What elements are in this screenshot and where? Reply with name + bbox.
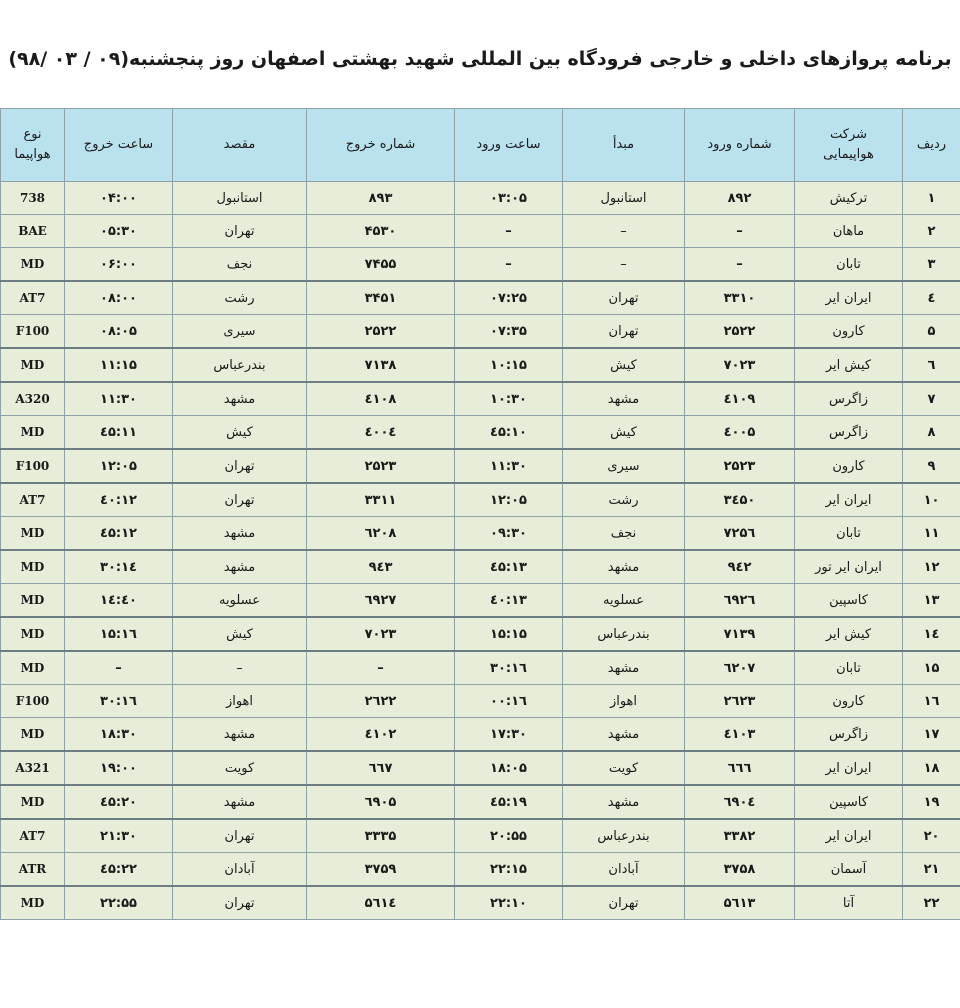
airline-cell: کیش ایر [795,348,903,382]
airline-cell: آتا [795,886,903,920]
departure-time-cell: ۰۴:۰۰ [65,182,173,215]
arrival-number-cell: ۹٤۲ [685,550,795,584]
origin-cell: مشهد [563,785,685,819]
row-number-cell: ۵ [903,315,960,349]
arrival-time-cell: ۰۹:۳۰ [455,517,563,551]
row-number-cell: ۸ [903,416,960,450]
arrival-number-cell: ۳۳۱۰ [685,281,795,315]
arrival-time-cell: ۱۳:٤۰ [455,584,563,618]
destination-cell: رشت [173,281,307,315]
departure-number-cell: ۹٤۳ [307,550,455,584]
destination-cell: مشهد [173,550,307,584]
row-number-cell: ۱٤ [903,617,960,651]
arrival-number-cell: – [685,248,795,282]
header-airline: شرکت هواپیمایی [795,109,903,182]
airline-cell: زاگرس [795,416,903,450]
departure-time-cell: ۱٦:۳۰ [65,685,173,718]
origin-cell: کیش [563,348,685,382]
origin-cell: نجف [563,517,685,551]
departure-time-cell: ۲۲:٤۵ [65,853,173,887]
departure-number-cell: ۲۵۲۳ [307,449,455,483]
aircraft-type-cell: MD [1,785,65,819]
destination-cell: تهران [173,215,307,248]
arrival-number-cell: ٦۲۰۷ [685,651,795,685]
destination-cell: مشهد [173,785,307,819]
origin-cell: بندرعباس [563,819,685,853]
arrival-number-cell: ۲٦۲۳ [685,685,795,718]
arrival-time-cell: ۰۷:۳۵ [455,315,563,349]
arrival-time-cell: ۱۰:۱۵ [455,348,563,382]
destination-cell: – [173,651,307,685]
destination-cell: تهران [173,819,307,853]
origin-cell: – [563,215,685,248]
airline-cell: ایران ایر [795,751,903,785]
aircraft-type-cell: BAE [1,215,65,248]
header-arrival-time: ساعت ورود [455,109,563,182]
row-number-cell: ۲ [903,215,960,248]
table-row [1,449,960,483]
aircraft-type-cell: MD [1,651,65,685]
airline-cell: کارون [795,315,903,349]
row-number-cell: ۱۱ [903,517,960,551]
table-row [1,315,960,349]
destination-cell: سیری [173,315,307,349]
origin-cell: سیری [563,449,685,483]
row-number-cell: ٦ [903,348,960,382]
aircraft-type-cell: A321 [1,751,65,785]
origin-cell: مشهد [563,382,685,416]
departure-time-cell: ۲۰:٤۵ [65,785,173,819]
arrival-time-cell: ۱٦:۳۰ [455,651,563,685]
departure-time-cell: ۱۲:٤۵ [65,517,173,551]
airline-cell: ترکیش [795,182,903,215]
airline-cell: زاگرس [795,382,903,416]
airline-cell: زاگرس [795,718,903,752]
destination-cell: اهواز [173,685,307,718]
arrival-number-cell: – [685,215,795,248]
table-row [1,416,960,450]
origin-cell: بندرعباس [563,617,685,651]
airline-cell: کیش ایر [795,617,903,651]
destination-cell: استانبول [173,182,307,215]
row-number-cell: ۱۰ [903,483,960,517]
destination-cell: تهران [173,483,307,517]
origin-cell: رشت [563,483,685,517]
destination-cell: مشهد [173,517,307,551]
origin-cell: – [563,248,685,282]
arrival-number-cell: ۳۳۸۲ [685,819,795,853]
row-number-cell: ۲۲ [903,886,960,920]
row-number-cell: ۱۹ [903,785,960,819]
arrival-time-cell: ۱۰:٤۵ [455,416,563,450]
departure-time-cell: ۰۶:۰۰ [65,248,173,282]
row-number-cell: ۲۱ [903,853,960,887]
destination-cell: بندرعباس [173,348,307,382]
airline-cell: کارون [795,685,903,718]
departure-number-cell: ۵٦۱٤ [307,886,455,920]
origin-cell: تهران [563,886,685,920]
table-row [1,718,960,752]
arrival-time-cell: ۱٦:۰۰ [455,685,563,718]
page-title: برنامه پروازهای داخلی و خارجی فرودگاه بین المللی شهید بهشتی اصفهان روز پنجشنبه(۰۹ / ۰۳ /۹۸) [8,48,952,70]
departure-number-cell: ٤۱۰۸ [307,382,455,416]
departure-time-cell: ۱۱:٤۵ [65,416,173,450]
header-departure-time: ساعت خروج [65,109,173,182]
arrival-time-cell: ۲۲:۱۰ [455,886,563,920]
header-departure-number: شماره خروج [307,109,455,182]
departure-number-cell: ٦٦۷ [307,751,455,785]
departure-time-cell: ۱۹:۰۰ [65,751,173,785]
header-destination: مقصد [173,109,307,182]
arrival-time-cell: ۱۳:٤۵ [455,550,563,584]
departure-number-cell: ۲٦۲۲ [307,685,455,718]
departure-time-cell: ۲۱:۳۰ [65,819,173,853]
departure-number-cell: ۸۹۳ [307,182,455,215]
airline-cell: ایران ایر [795,819,903,853]
departure-time-cell: ۱٤:٤۰ [65,584,173,618]
table-row [1,215,960,248]
departure-time-cell: ۱۲:۰۵ [65,449,173,483]
departure-number-cell: ٦۹۲۷ [307,584,455,618]
departure-number-cell: ۳۳۳۵ [307,819,455,853]
arrival-number-cell: ۳٤۵۰ [685,483,795,517]
airline-cell: ایران ایر [795,281,903,315]
aircraft-type-cell: MD [1,584,65,618]
departure-number-cell: ۷۰۲۳ [307,617,455,651]
departure-number-cell: ۳۳۱۱ [307,483,455,517]
row-number-cell: ۱۷ [903,718,960,752]
arrival-number-cell: ۳۷۵۸ [685,853,795,887]
arrival-time-cell: ۱۹:٤۵ [455,785,563,819]
destination-cell: تهران [173,449,307,483]
row-number-cell: ۱ [903,182,960,215]
origin-cell: تهران [563,281,685,315]
aircraft-type-cell: 738 [1,182,65,215]
arrival-number-cell: ۵٦۱۳ [685,886,795,920]
table-row [1,248,960,282]
origin-cell: عسلویه [563,584,685,618]
destination-cell: نجف [173,248,307,282]
arrival-time-cell: ۱۸:۰۵ [455,751,563,785]
arrival-number-cell: ۲۵۲۲ [685,315,795,349]
arrival-number-cell: ٤۱۰۹ [685,382,795,416]
departure-number-cell: – [307,651,455,685]
arrival-number-cell: ۷۱۳۹ [685,617,795,651]
row-number-cell: ۱۲ [903,550,960,584]
aircraft-type-cell: MD [1,517,65,551]
departure-time-cell: ۲۲:۵۵ [65,886,173,920]
table-row [1,281,960,315]
row-number-cell: ۱۳ [903,584,960,618]
row-number-cell: ۳ [903,248,960,282]
table-row [1,584,960,618]
departure-number-cell: ۷۱۳۸ [307,348,455,382]
aircraft-type-cell: AT7 [1,483,65,517]
departure-number-cell: ۴۵۳۰ [307,215,455,248]
aircraft-type-cell: MD [1,550,65,584]
airline-cell: آسمان [795,853,903,887]
aircraft-type-cell: ATR [1,853,65,887]
arrival-number-cell: ٤۱۰۳ [685,718,795,752]
aircraft-type-cell: F100 [1,449,65,483]
arrival-number-cell: ۸۹۲ [685,182,795,215]
airline-cell: کاسپین [795,785,903,819]
destination-cell: کیش [173,617,307,651]
aircraft-type-cell: F100 [1,685,65,718]
table-row [1,483,960,517]
departure-time-cell: ۱۸:۳۰ [65,718,173,752]
arrival-time-cell: ۰۳:۰۵ [455,182,563,215]
arrival-time-cell: ۱۷:۳۰ [455,718,563,752]
arrival-time-cell: ۲۰:۵۵ [455,819,563,853]
arrival-time-cell: ۰۷:۲۵ [455,281,563,315]
row-number-cell: ۱۵ [903,651,960,685]
table-header-row [1,109,960,182]
table-row [1,751,960,785]
departure-time-cell: ۰۸:۰۵ [65,315,173,349]
airline-cell: تابان [795,651,903,685]
departure-number-cell: ٤۰۰٤ [307,416,455,450]
departure-number-cell: ٦۹۰۵ [307,785,455,819]
arrival-time-cell: ۱۵:۱۵ [455,617,563,651]
header-origin: مبدأ [563,109,685,182]
aircraft-type-cell: MD [1,718,65,752]
destination-cell: آبادان [173,853,307,887]
aircraft-type-cell: AT7 [1,281,65,315]
arrival-time-cell: ۲۲:۱۵ [455,853,563,887]
row-number-cell: ۷ [903,382,960,416]
origin-cell: مشهد [563,550,685,584]
destination-cell: تهران [173,886,307,920]
departure-time-cell: ۱۲:٤۰ [65,483,173,517]
departure-number-cell: ٦۲۰۸ [307,517,455,551]
destination-cell: کویت [173,751,307,785]
table-row [1,785,960,819]
departure-time-cell: – [65,651,173,685]
airline-cell: تابان [795,248,903,282]
aircraft-type-cell: MD [1,248,65,282]
arrival-number-cell: ٦٦٦ [685,751,795,785]
arrival-time-cell: ۱۰:۳۰ [455,382,563,416]
departure-time-cell: ۱٦:۱۵ [65,617,173,651]
origin-cell: مشهد [563,651,685,685]
table-row [1,182,960,215]
row-number-cell: ۲۰ [903,819,960,853]
departure-time-cell: ۱۱:۱۵ [65,348,173,382]
destination-cell: مشهد [173,382,307,416]
destination-cell: مشهد [173,718,307,752]
table-row [1,348,960,382]
table-row [1,550,960,584]
origin-cell: اهواز [563,685,685,718]
arrival-number-cell: ۷۲۵٦ [685,517,795,551]
aircraft-type-cell: MD [1,617,65,651]
table-row [1,651,960,685]
arrival-number-cell: ۷۰۲۳ [685,348,795,382]
airline-cell: ایران ایر تور [795,550,903,584]
arrival-time-cell: – [455,215,563,248]
header-aircraft-type: نوع هواپیما [1,109,65,182]
aircraft-type-cell: MD [1,886,65,920]
table-row [1,382,960,416]
row-number-cell: ۹ [903,449,960,483]
flight-schedule-table [0,108,960,920]
arrival-time-cell: ۱۲:۰۵ [455,483,563,517]
aircraft-type-cell: MD [1,416,65,450]
arrival-number-cell: ٦۹۰٤ [685,785,795,819]
departure-number-cell: ۲۵۲۲ [307,315,455,349]
row-number-cell: ٤ [903,281,960,315]
departure-number-cell: ٤۱۰۲ [307,718,455,752]
origin-cell: تهران [563,315,685,349]
aircraft-type-cell: A320 [1,382,65,416]
table-row [1,685,960,718]
arrival-number-cell: ٦۹۲٦ [685,584,795,618]
header-arrival-number: شماره ورود [685,109,795,182]
table-row [1,517,960,551]
destination-cell: کیش [173,416,307,450]
departure-number-cell: ۷۴۵۵ [307,248,455,282]
departure-number-cell: ۳۴۵۱ [307,281,455,315]
departure-number-cell: ۳۷۵۹ [307,853,455,887]
arrival-number-cell: ٤۰۰۵ [685,416,795,450]
departure-time-cell: ۰۵:۳۰ [65,215,173,248]
row-number-cell: ۱٦ [903,685,960,718]
departure-time-cell: ۱٤:۳۰ [65,550,173,584]
airline-cell: ایران ایر [795,483,903,517]
origin-cell: استانبول [563,182,685,215]
origin-cell: کیش [563,416,685,450]
table-row [1,617,960,651]
airline-cell: کاسپین [795,584,903,618]
aircraft-type-cell: MD [1,348,65,382]
airline-cell: ماهان [795,215,903,248]
departure-time-cell: ۰۸:۰۰ [65,281,173,315]
table-row [1,886,960,920]
header-row-number: ردیف [903,109,960,182]
destination-cell: عسلویه [173,584,307,618]
arrival-time-cell: ۱۱:۳۰ [455,449,563,483]
arrival-time-cell: – [455,248,563,282]
aircraft-type-cell: AT7 [1,819,65,853]
arrival-number-cell: ۲۵۲۳ [685,449,795,483]
aircraft-type-cell: F100 [1,315,65,349]
airline-cell: تابان [795,517,903,551]
airline-cell: کارون [795,449,903,483]
origin-cell: مشهد [563,718,685,752]
origin-cell: آبادان [563,853,685,887]
origin-cell: کویت [563,751,685,785]
table-row [1,819,960,853]
row-number-cell: ۱۸ [903,751,960,785]
table-row [1,853,960,887]
departure-time-cell: ۱۱:۳۰ [65,382,173,416]
